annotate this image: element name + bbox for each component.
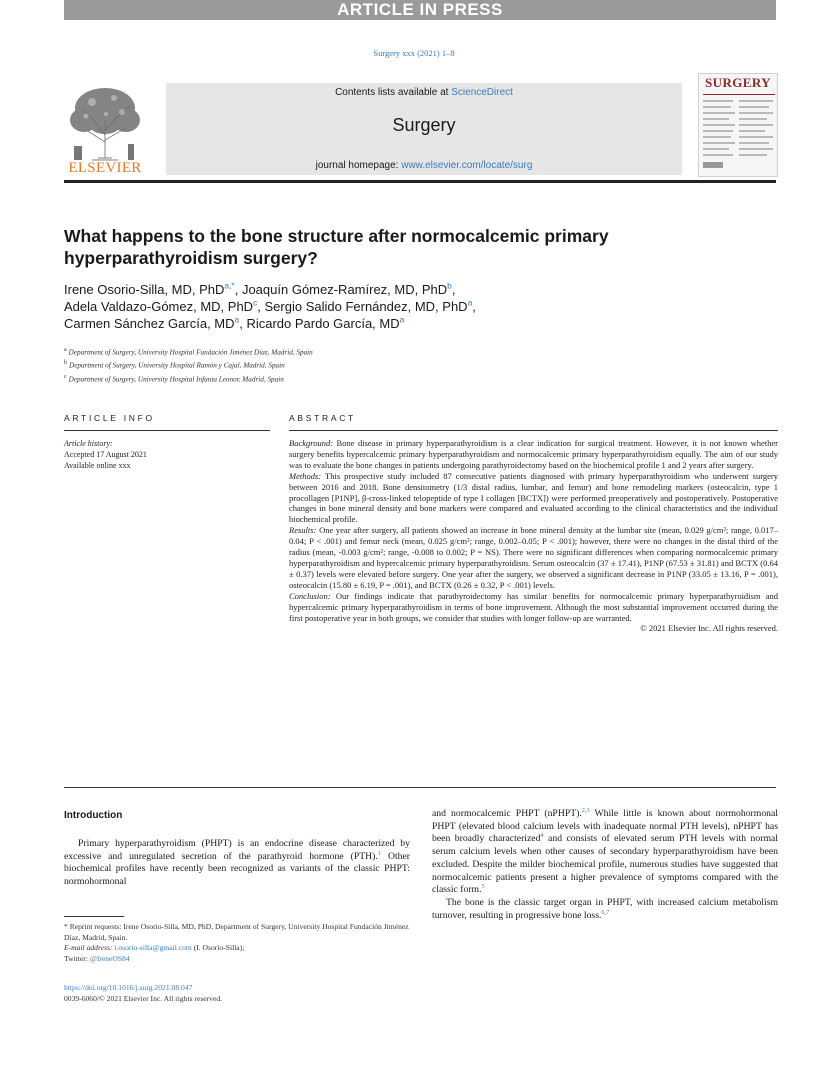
author-name[interactable]: Adela Valdazo-Gómez, MD, PhD <box>64 299 254 314</box>
author-separator: , <box>239 316 247 331</box>
conclusion-label: Conclusion: <box>289 590 331 601</box>
affiliation-key: a <box>64 347 67 353</box>
twitter-line <box>64 954 410 965</box>
reprint-request: * Reprint requests: Irene Osorio-Silla, MD, PhD, Department of Surgery, University Hospital Fundación Jiménez Díaz, Madrid, Spain. <box>64 922 409 942</box>
homepage-line <box>166 160 682 171</box>
affiliation-text: Department of Surgery, University Hospital Ramón y Cajal, Madrid, Spain <box>69 361 285 370</box>
article-history <box>64 438 270 471</box>
email-line <box>64 943 410 954</box>
affiliation-text: Department of Surgery, University Hospital Fundación Jiménez Díaz, Madrid, Spain <box>68 348 313 357</box>
issn-copyright: 0039-6060/© 2021 Elsevier Inc. All rights reserved. <box>64 993 223 1003</box>
accepted-date: Accepted 17 August 2021 <box>64 450 147 459</box>
title-line-1: What happens to the bone structure after normocalcemic primary <box>64 226 609 246</box>
article-in-press-banner: ARTICLE IN PRESS <box>64 0 776 20</box>
intro-text: Other biochemical profiles have recently been recognized as variants of the classic PHPT: normohormonal <box>64 850 411 888</box>
contents-line <box>166 87 682 98</box>
journal-homepage-link[interactable]: www.elsevier.com/locate/surg <box>401 160 533 171</box>
author-affiliation-mark[interactable]: c <box>253 297 258 308</box>
author-separator: , <box>472 299 476 314</box>
abstract-heading: ABSTRACT <box>289 413 356 423</box>
doi-block <box>64 983 410 1004</box>
doi-link[interactable]: https://doi.org/10.1016/j.surg.2021.08.047 <box>64 983 193 992</box>
email-link[interactable]: i.osorio-silla@gmail.com <box>114 943 192 952</box>
intro-text: and consists of elevated serum PTH levels with normal serum calcium levels when other causes of secondary hyperparathyroidism have been excluded. Despite the milder biochemical profile, numerous studies have suggested that normocalcemic patients present a higher prevalence of symptoms compared with the classic form. <box>432 833 778 896</box>
reference-link[interactable]: 5 <box>481 882 485 890</box>
author-list <box>64 281 664 332</box>
reference-link[interactable]: 1 <box>377 849 381 857</box>
homepage-prefix: journal homepage: <box>315 160 402 171</box>
intro-left-column <box>64 838 410 889</box>
intro-text: The bone is the classic target organ in PHPT, with increased calcium metabolism turnover, resulting in progressive bone loss. <box>432 896 778 921</box>
intro-right-column <box>432 808 778 922</box>
affiliation-key: b <box>64 360 67 367</box>
author-affiliation-mark[interactable]: b <box>447 280 452 291</box>
twitter-label: Twitter: <box>64 953 90 963</box>
online-date: Available online xxx <box>64 461 131 470</box>
header-divider <box>64 180 776 183</box>
reference-link[interactable]: 4 <box>540 832 544 840</box>
sciencedirect-link[interactable]: ScienceDirect <box>451 87 513 98</box>
footnote-divider <box>64 916 124 917</box>
abstract-body <box>289 438 778 634</box>
journal-citation-link[interactable]: Surgery xxx (2021) 1–8 <box>373 48 455 58</box>
author-affiliation-mark[interactable]: a <box>467 297 473 308</box>
email-label: E-mail address: <box>64 943 113 952</box>
author-separator: , <box>234 282 242 297</box>
author-affiliation-mark[interactable]: a,* <box>224 280 235 291</box>
conclusion-text: Our findings indicate that parathyroidectomy has similar benefits for normocalcemic primary hyperparathyroidism and hypercalcemic primary hyperparathyroidism in terms of bone improvement. Although the most substantial improvement occurred during the first postoperative year in both groups, we consider that studies with longer follow-up are warranted. <box>289 590 778 623</box>
intro-text: Primary hyperparathyroidism (PHPT) is an endocrine disease characterized by excessive and unregulated secretion of the parathyroid hormone (PTH). <box>64 838 410 862</box>
reference-link[interactable]: 2,3 <box>581 806 590 814</box>
article-info-heading: ARTICLE INFO <box>64 413 155 423</box>
methods-label: Methods: <box>289 470 322 481</box>
corresponding-author-footnote <box>64 922 410 964</box>
elsevier-wordmark: ELSEVIER <box>68 160 142 176</box>
journal-header-box <box>166 83 682 175</box>
article-title <box>64 225 724 269</box>
email-suffix: (I. Osorio-Silla); <box>191 943 245 952</box>
affiliation-key: c <box>64 373 67 380</box>
journal-cover-thumbnail <box>698 73 778 177</box>
history-label: Article history: <box>64 439 113 448</box>
author-affiliation-mark[interactable]: a <box>234 314 240 325</box>
intro-paragraph <box>432 897 778 922</box>
abstract-results <box>289 525 778 590</box>
twitter-link[interactable]: @IreneOS84 <box>89 953 130 963</box>
affiliation-item <box>64 372 664 385</box>
abstract-methods <box>289 471 778 526</box>
author-name[interactable]: Ricardo Pardo García, MD <box>246 316 400 331</box>
affiliation-text: Department of Surgery, University Hospital Infanta Leonor, Madrid, Spain <box>68 375 284 384</box>
background-label: Background: <box>289 438 334 448</box>
results-text: One year after surgery, all patients showed an increase in bone mineral density at the lumbar site (mean, 0.029 g/cm²; range, 0.017–0.04; P < .001) and femur neck (mean, 0.025 g/cm²; range, 0.002–0.05; P < .001); however, there were no changes in the distal third of the radius (mean, -0.003 g/cm²; range, -0.008 to 0.002; P = NS). There were no significant differences when comparing normocalcemic primary hyperparathyroidism and hypercalcemic primary hyperparathyroidism. Serum osteocalcin (37 ± 17.41), P1NP (67.53 ± 31.81) and BCTX (0.64 ± 0.37) levels were elevated before surgery. One year after the surgery, we observed a significant decrease in P1NP (33.05 ± 13.16, P = .001), osteocalcin (15.80 ± 6.19, P = .001), and BCTX (0.26 ± 0.32, P < .001) levels. <box>289 525 778 590</box>
author-name[interactable]: Irene Osorio-Silla, MD, PhD <box>64 282 225 297</box>
cover-title: SURGERY <box>705 75 771 90</box>
affiliation-list <box>64 345 664 385</box>
results-label: Results: <box>289 525 317 536</box>
title-line-2: hyperparathyroidism surgery? <box>64 248 318 268</box>
article-info-divider <box>64 430 270 431</box>
journal-name: Surgery <box>392 115 456 135</box>
methods-text: This prospective study included 87 consecutive patients diagnosed with primary hyperparathyroidism who underwent surgery between 2016 and 2018. Bone densitometry (1/3 distal radius, lumbar, and femur) and bone remodeling markers (osteocalcin, type 1 procollagen [P1NP], β-cross-linked telopeptide of type I collagen [BCTX]) were performed preoperatively and postoperatively. Postoperative changes in bone mineral density and bone markers were compared and evaluated according to the clinical characteristics and the individual biochemical profile. <box>289 470 778 525</box>
abstract-copyright: © 2021 Elsevier Inc. All rights reserved. <box>640 623 778 634</box>
author-name[interactable]: Sergio Salido Fernández, MD, PhD <box>264 299 468 314</box>
author-separator: , <box>257 299 265 314</box>
intro-text: and normocalcemic PHPT (nPHPT). <box>432 808 582 819</box>
author-affiliation-mark[interactable]: a <box>399 314 405 325</box>
reference-link[interactable]: 6,7 <box>601 908 610 916</box>
author-name[interactable]: Carmen Sánchez García, MD <box>64 316 235 331</box>
abstract-bottom-divider <box>64 787 776 788</box>
author-separator: , <box>451 282 456 297</box>
introduction-heading: Introduction <box>64 810 123 821</box>
abstract-conclusion <box>289 591 778 624</box>
affiliation-item <box>64 345 664 358</box>
author-name[interactable]: Joaquín Gómez-Ramírez, MD, PhD <box>241 282 448 297</box>
intro-text: While little is known about normohormonal PHPT (elevated blood calcium levels with inadequate normal PTH levels), nPHPT has been broadly characterized <box>432 808 778 845</box>
contents-prefix: Contents lists available at <box>335 87 452 98</box>
intro-paragraph <box>432 808 778 897</box>
affiliation-item <box>64 358 664 371</box>
abstract-divider <box>289 430 778 431</box>
abstract-background <box>289 438 778 471</box>
background-text: Bone disease in primary hyperparathyroidism is a clear indication for surgical treatment. However, it is not known whether surgery benefits hypercalcemic primary hyperparathyroidism and normocalcemic primary hyperparathyroidism equally. The aim of our study was to evaluate the bone changes in patients undergoing parathyroidectomy based on the biochemical profile 1 and 2 years after surgery. <box>289 438 779 470</box>
